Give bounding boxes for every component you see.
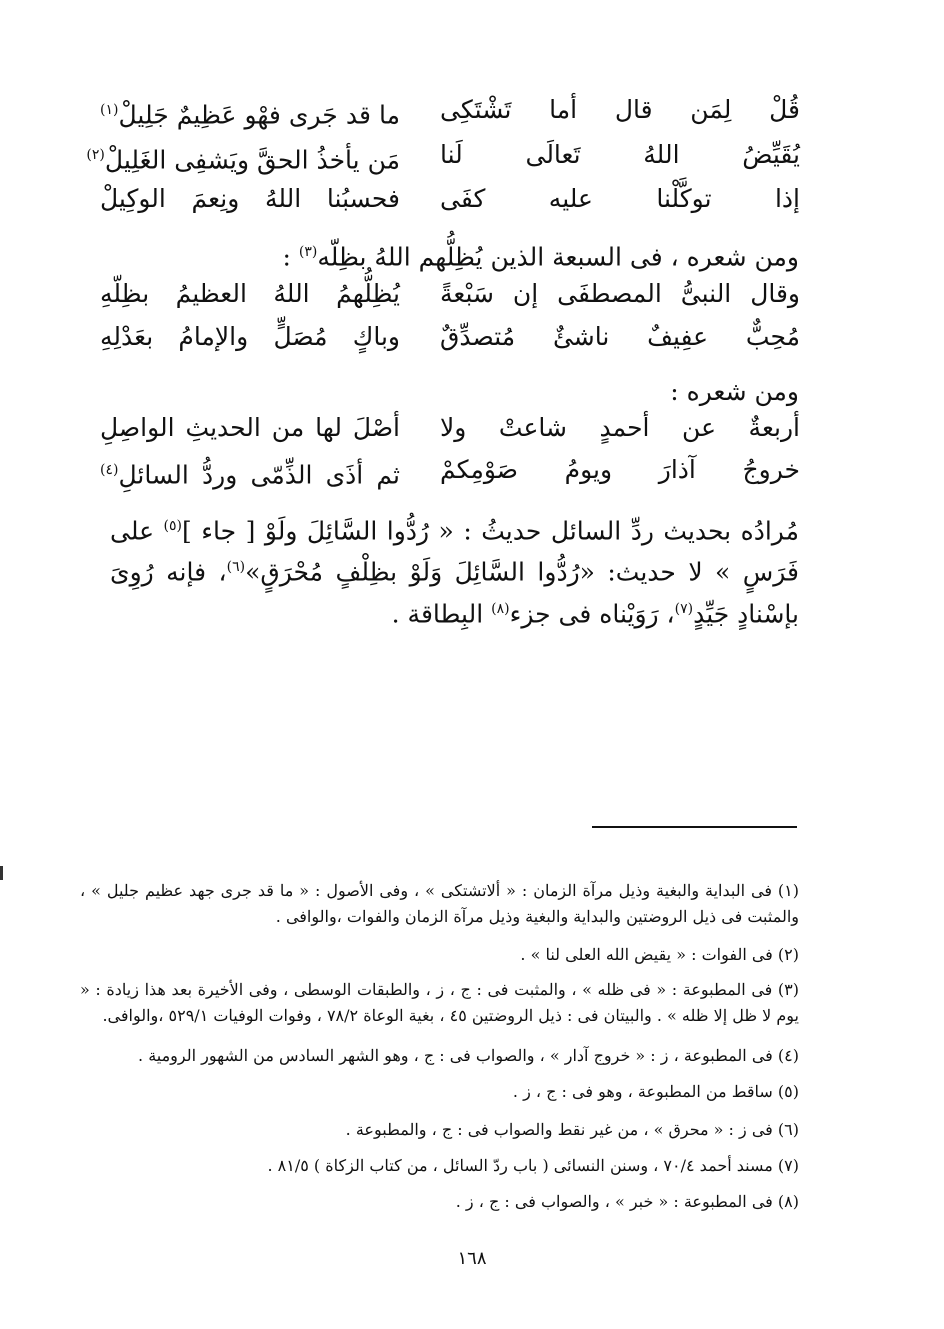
- hemistich-text: مَن يأخذُ الحقَّ ويَشفِى الغَلِيلْ: [104, 145, 400, 175]
- footnote-1: (١) فى البداية والبغية وذيل مرآة الزمان : « ألاتشتكى » ، وفى الأصول : « ما قد جرى جهد عظيم جليل » ، والمثبت فى ذيل الروضتين والبداية والبغية وذيل مرآة الزمان والفوات ،والوافى .: [80, 881, 799, 926]
- footnote-3: (٣) فى المطبوعة : « فى ظله » ، والمثبت فى : ج ، ز ، والطبقات الوسطى ، وفى الأخيرة بعد هذا زيادة : « يوم لا ظل إلا ظله » . والبيتان فى : ذيل الروضتين ٤٥ ، بغية الوعاة ٧٨/٢ ، وفوات الوفيات ٥٢٩/١ ،والوافى.: [80, 980, 800, 1025]
- para-text: البِطاقة .: [391, 598, 492, 628]
- verse-hemistich-right: أربعةٌ عن أحمدٍ شاعتْ ولا: [440, 413, 800, 442]
- verse-hemistich-right: مُحِبٌّ عفِيفٌ ناشئٌ مُتصدِّقٌ: [440, 322, 800, 351]
- footnote-marker: (٣): [298, 244, 318, 260]
- para-text: ، رَوَيْناه فى جزء: [509, 598, 675, 628]
- footnote-marker: (٤): [100, 462, 119, 478]
- verse-hemistich-left: يُظِلُّهمُ اللهُ العظيمُ بظِلّهِ: [100, 279, 400, 308]
- footnote-marker: (١): [100, 102, 119, 118]
- verse-line: [100, 177, 800, 221]
- footnote-marker: (٧): [674, 600, 694, 617]
- verse-hemistich-left: فحسبُنا اللهُ ونِعمَ الوكِيلْ: [100, 184, 400, 213]
- verse-hemistich-right: وقال النبىُّ المصطفَى إن سَبْعةً: [440, 279, 800, 308]
- footnote-marker: (٢): [86, 147, 105, 163]
- verse-hemistich-left: وباكٍ مُصَلٍّ والإمامُ بعَدْلِهِ: [100, 322, 400, 351]
- verse-line: [86, 133, 800, 177]
- footnote-marker: (٦): [226, 559, 246, 576]
- footnote-4: (٤) فى المطبوعة ، ز : « خروج آدار » ، والصواب فى : ج ، وهو الشهر السادس من الشهور الرومية .: [138, 1046, 799, 1065]
- verse-line: [100, 315, 800, 359]
- verse-hemistich-right: خروجُ آذارَ ويومُ صَوْمِكمْ: [440, 455, 800, 484]
- footnote-marker: (٨): [491, 600, 510, 617]
- verse-hemistich-left: [86, 133, 400, 182]
- footnote-8: (٨) فى المطبوعة : « خبر » ، والصواب فى : ج ، ز .: [455, 1192, 799, 1211]
- verse-line: [100, 272, 800, 316]
- verse-hemistich-left: [100, 88, 400, 137]
- footnote-6: (٦) فى ز : « محرق » ، من غير نقط والصواب فى : ج ، والمطبوعة .: [345, 1120, 799, 1139]
- hemistich-text: ثم أذَى الذِّمّى وردُّ السائلِ: [118, 460, 400, 490]
- verse-line: [100, 88, 800, 132]
- scan-edge-mark: [0, 866, 3, 880]
- footnote-5: (٥) ساقط من المطبوعة ، وهو فى : ج ، ز .: [512, 1082, 799, 1101]
- verse-hemistich-left: [100, 448, 400, 497]
- para-text: ، فإنه رُوِىَ بإسْنادٍ جَيِّدٍ: [110, 557, 799, 628]
- verse-hemistich-left: أصْلَ لها من الحديثِ الواصِلِ: [100, 413, 400, 442]
- body-paragraph: [110, 508, 799, 632]
- verse-line: [100, 448, 800, 492]
- hemistich-text: ما قد جَرى فهْو عَظِيمٌ جَلِيلْ: [118, 100, 400, 130]
- footnote-7: (٧) مسند أحمد ٧٠/٤ ، وسنن النسائى ( باب ردّ السائل ، من كتاب الزكاة ) ٨١/٥ .: [267, 1156, 799, 1175]
- verse-hemistich-right: قُلْ لِمَن قال أما تَشْتَكِى: [440, 95, 800, 124]
- verse-hemistich-right: يُقَيِّضُ اللهُ تَعالَى لَنا: [440, 140, 800, 169]
- para-text: على فَرَسٍ » لا حديث: «رُدُّوا السَّائِلَ وَلَوْ بظِلْفٍ مُحْرَقٍ»: [110, 516, 800, 587]
- verse-hemistich-right: إذا توكَّلْنا عليه كفَى: [440, 184, 800, 213]
- footnote-marker: (٥): [163, 518, 182, 534]
- intro-text: ومن شعره :: [670, 377, 799, 406]
- intro-colon: :: [282, 242, 299, 272]
- page-number: ١٦٨: [457, 1248, 487, 1269]
- footnote-2: (٢) فى الفوات : « يقيض الله العلى لنا » .: [520, 945, 799, 964]
- intro-text: ومن شعره ، فى السبعة الذين يُظِلُّهم اللهُ بظِلّه: [317, 242, 799, 272]
- para-text: مُرادُه بحديث ردِّ السائل حديثُ : « رُدُّوا السَّائِلَ ولَوْ [ جاء ]: [182, 516, 799, 546]
- verse-line: [100, 406, 800, 450]
- footnote-separator: [592, 826, 797, 828]
